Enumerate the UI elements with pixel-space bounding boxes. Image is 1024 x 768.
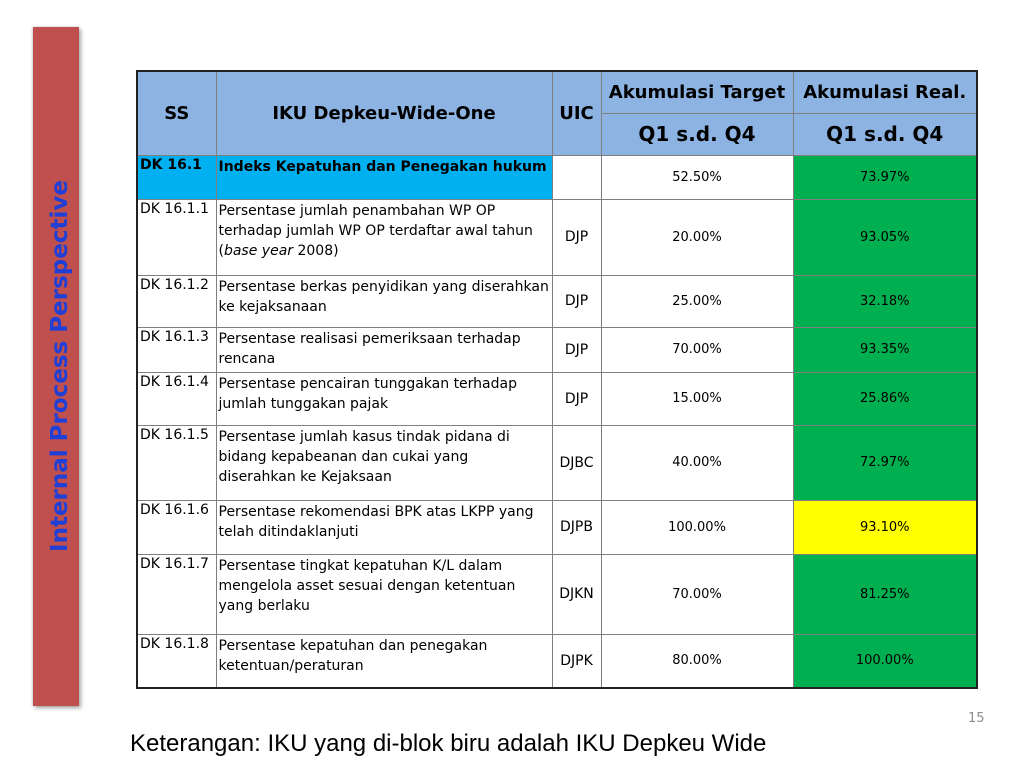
uic-cell: DJPK bbox=[552, 634, 601, 688]
ss-cell: DK 16.1.2 bbox=[137, 275, 216, 327]
target-cell: 80.00% bbox=[601, 634, 793, 688]
iku-italic: base year bbox=[223, 242, 294, 259]
table-row bbox=[137, 155, 977, 199]
real-cell: 93.10% bbox=[793, 500, 977, 554]
table-row bbox=[137, 327, 977, 372]
footer-note: Keterangan: IKU yang di-blok biru adalah IKU Depkeu Wide bbox=[130, 730, 767, 757]
header-target-period: Q1 s.d. Q4 bbox=[601, 113, 793, 155]
iku-cell: Persentase pencairan tunggakan terhadap jumlah tunggakan pajak bbox=[216, 372, 552, 425]
real-cell: 32.18% bbox=[793, 275, 977, 327]
uic-cell: DJP bbox=[552, 372, 601, 425]
iku-cell: Persentase kepatuhan dan penegakan ketentuan/peraturan bbox=[216, 634, 552, 688]
iku-cell: Indeks Kepatuhan dan Penegakan hukum bbox=[216, 155, 552, 199]
header-real-period: Q1 s.d. Q4 bbox=[793, 113, 977, 155]
target-cell: 40.00% bbox=[601, 425, 793, 500]
uic-cell: DJBC bbox=[552, 425, 601, 500]
uic-cell: DJP bbox=[552, 327, 601, 372]
ss-cell: DK 16.1.1 bbox=[137, 199, 216, 275]
ss-cell: DK 16.1.5 bbox=[137, 425, 216, 500]
target-cell: 15.00% bbox=[601, 372, 793, 425]
target-cell: 70.00% bbox=[601, 554, 793, 634]
uic-cell: DJP bbox=[552, 275, 601, 327]
real-cell: 81.25% bbox=[793, 554, 977, 634]
iku-text: Persentase jumlah penambahan WP OP terhadap jumlah WP OP terdaftar awal tahun ( bbox=[218, 202, 533, 259]
target-cell: 100.00% bbox=[601, 500, 793, 554]
iku-table bbox=[136, 70, 978, 689]
table-row bbox=[137, 500, 977, 554]
target-cell: 70.00% bbox=[601, 327, 793, 372]
iku-cell: Persentase jumlah kasus tindak pidana di bidang kepabeanan dan cukai yang diserahkan ke Kejaksaan bbox=[216, 425, 552, 500]
uic-cell: DJP bbox=[552, 199, 601, 275]
ss-cell: DK 16.1.8 bbox=[137, 634, 216, 688]
table-row bbox=[137, 554, 977, 634]
iku-cell: Persentase berkas penyidikan yang diserahkan ke kejaksanaan bbox=[216, 275, 552, 327]
table-row bbox=[137, 199, 977, 275]
table-row bbox=[137, 425, 977, 500]
iku-cell: Persentase rekomendasi BPK atas LKPP yang telah ditindaklanjuti bbox=[216, 500, 552, 554]
perspective-title: Internal Process Perspective bbox=[47, 180, 73, 552]
header-uic: UIC bbox=[552, 71, 601, 155]
ss-cell: DK 16.1.3 bbox=[137, 327, 216, 372]
ss-cell: DK 16.1.6 bbox=[137, 500, 216, 554]
header-target: Akumulasi Target bbox=[601, 71, 793, 113]
uic-cell: DJPB bbox=[552, 500, 601, 554]
target-cell: 52.50% bbox=[601, 155, 793, 199]
header-real: Akumulasi Real. bbox=[793, 71, 977, 113]
iku-cell: Persentase tingkat kepatuhan K/L dalam mengelola asset sesuai dengan ketentuan yang berlaku bbox=[216, 554, 552, 634]
table-row bbox=[137, 275, 977, 327]
iku-cell: Persentase realisasi pemeriksaan terhadap rencana bbox=[216, 327, 552, 372]
table-row bbox=[137, 372, 977, 425]
header-iku: IKU Depkeu-Wide-One bbox=[216, 71, 552, 155]
ss-cell: DK 16.1 bbox=[137, 155, 216, 199]
iku-cell bbox=[216, 199, 552, 275]
target-cell: 20.00% bbox=[601, 199, 793, 275]
iku-text: 2008) bbox=[293, 242, 339, 259]
uic-cell: DJKN bbox=[552, 554, 601, 634]
header-ss: SS bbox=[137, 71, 216, 155]
real-cell: 25.86% bbox=[793, 372, 977, 425]
table-row bbox=[137, 634, 977, 688]
page-number: 15 bbox=[968, 711, 985, 726]
uic-cell bbox=[552, 155, 601, 199]
real-cell: 93.05% bbox=[793, 199, 977, 275]
real-cell: 73.97% bbox=[793, 155, 977, 199]
target-cell: 25.00% bbox=[601, 275, 793, 327]
real-cell: 93.35% bbox=[793, 327, 977, 372]
ss-cell: DK 16.1.4 bbox=[137, 372, 216, 425]
ss-cell: DK 16.1.7 bbox=[137, 554, 216, 634]
real-cell: 72.97% bbox=[793, 425, 977, 500]
real-cell: 100.00% bbox=[793, 634, 977, 688]
